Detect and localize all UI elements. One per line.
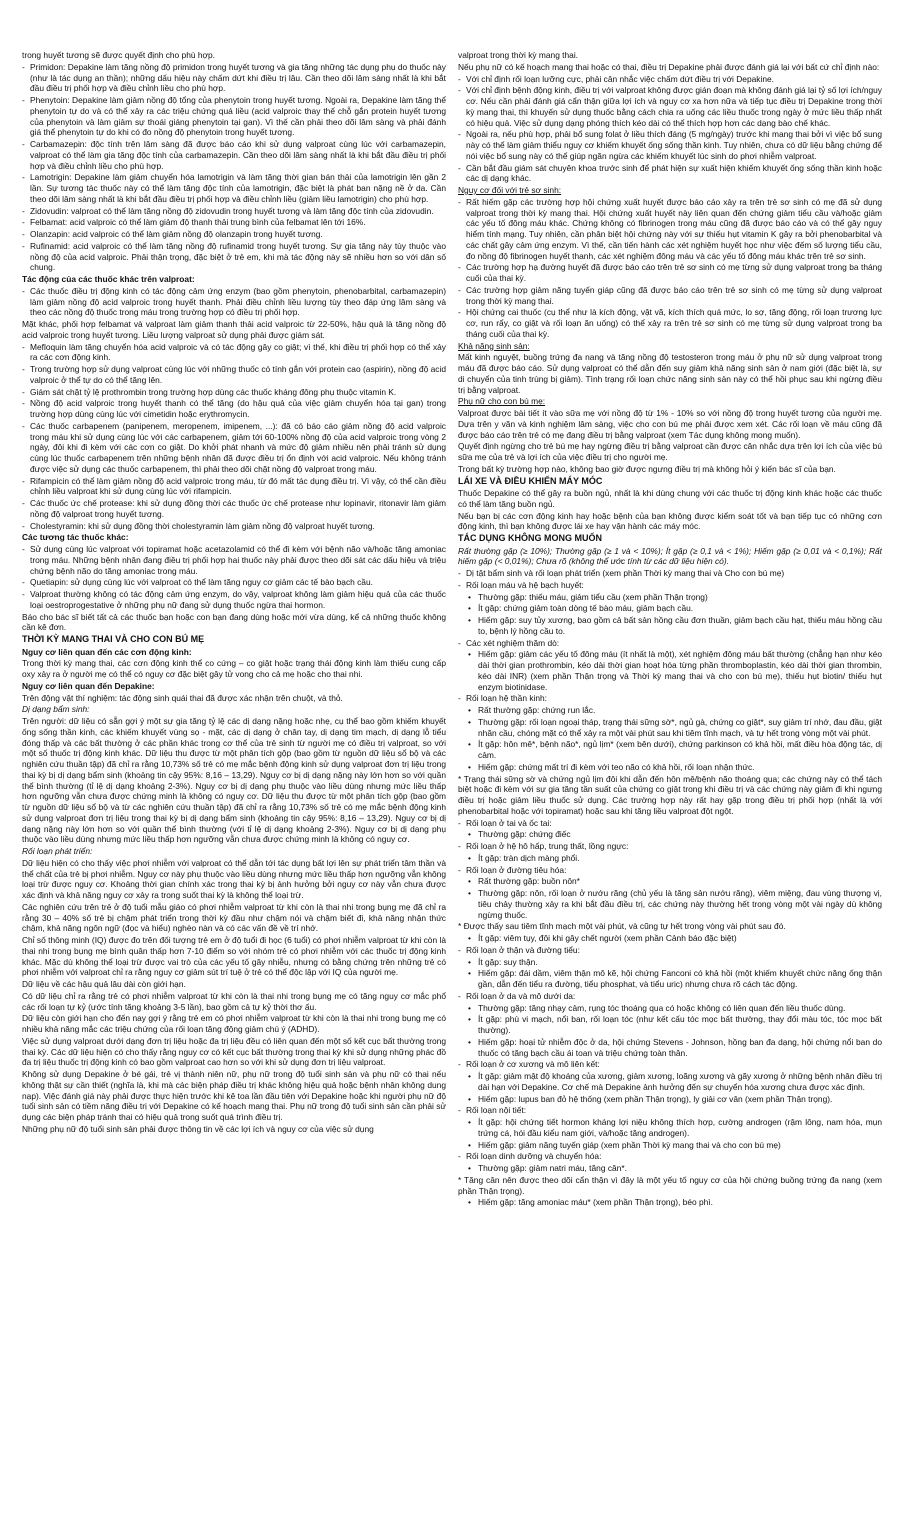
paragraph: Dữ liệu hiện có cho thấy việc phơi nhiễm với valproat có thể dẫn tới tác dụng bất lợi lên sự phát triển tâm thần và thể chất của trẻ bị phơi nhiễm. Nguy cơ này phụ thuộc vào liều dùng nhưng mức liều thấp hơn ngưỡng vẫn không loại trừ được nguy cơ. Khoảng thời gian chính xác trong thai kỳ bị ảnh hưởng bởi nguy cơ này vẫn chưa được xác định và khả năng nguy cơ xảy ra trong suốt thai kỳ là không thể loại trừ. [22, 857, 446, 901]
sub-bullet-item: • Thường gặp: thiếu máu, giảm tiểu cầu (xem phần Thận trọng) [458, 592, 882, 603]
bullet-item: - Các thuốc ức chế protease: khi sử dụng đồng thời các thuốc ức chế protease như lopinavir, ritonavir làm giảm nồng độ valproat trong huyết tương. [22, 498, 446, 520]
sub-bullet-item: • Hiếm gặp: giảm năng tuyến giáp (xem phần Thời kỳ mang thai và cho con bú mẹ) [458, 1140, 882, 1151]
paragraph: Mặt khác, phối hợp felbamat và valproat làm giảm thanh thải acid valproic từ 22-50%, hậu quả là tăng nồng độ acid valproic trong huyết tương. Liều lượng valproat sử dụng phải được giám sát. [22, 319, 446, 340]
sub-bullet-item: • Ít gặp: giảm mật độ khoáng của xương, giảm xương, loãng xương và gãy xương ở những bệnh nhân điều trị dài hạn với Depakine. Cơ chế mà Depakine ảnh hưởng đến sự chuyển hóa xương chưa được xác định. [458, 1071, 882, 1093]
bullet-item: - Hội chứng cai thuốc (cụ thể như là kích động, vật vã, kích thích quá mức, lo sợ, tăng động, rối loạn trương lực cơ, run rẩy, co giật và rối loạn ăn uống) có thể xảy ra trên trẻ sơ sinh có mẹ từng sử dụng valproat trong ba tháng cuối của thai kỳ. [458, 307, 882, 339]
sub-bullet-item: • Thường gặp: tăng nhạy cảm, rụng tóc thoáng qua có hoặc không có liên quan đến liều thuốc dùng. [458, 1003, 882, 1014]
bullet-item: - Rối loạn máu và hệ bạch huyết: [458, 580, 882, 591]
paragraph: Trong bất kỳ trường hợp nào, không bao giờ được ngưng điều trị mà không hỏi ý kiến bác sĩ của bạn. [458, 463, 836, 474]
paragraph: Valproat được bài tiết ít vào sữa mẹ với nồng độ từ 1% - 10% so với nồng độ trong huyết tương của người mẹ. Dựa trên y văn và kinh nghiệm lâm sàng, việc cho con bú mẹ phải được xem xét. Các rối loạn về máu cũng đã được báo cáo trên trẻ có mẹ đang điều trị bằng valproat (xem Tác dụng không mong muốn). [458, 408, 882, 440]
bullet-item: - Với chỉ định bệnh động kinh, điều trị với valproat không được gián đoạn mà không đánh giá lại tỷ số lợi ích/nguy cơ. Nếu cần phải đánh giá cẩn thận giữa lợi ích và nguy cơ xa hơn nữa và tiếp tục điều trị Depakine trong thời kỳ mang thai, thì khuyến sử dụng thuốc bằng cách chia ra uống các liều thuốc trong ngày ở mức liều thấp nhất có hiệu quả. Việc sử dụng dạng phóng thích kéo dài có thể thích hợp hơn các dạng bào chế khác. [458, 85, 882, 128]
bullet-item: - Zidovudin: valproat có thể làm tăng nồng độ zidovudin trong huyết tương và làm tăng độc tính của zidovudin. [22, 206, 446, 217]
sub-bullet-item: • Hiếm gặp: tăng amoniac máu* (xem phần Thận trọng), béo phì. [458, 1197, 882, 1208]
bullet-item: - Dị tật bẩm sinh và rối loạn phát triển (xem phần Thời kỳ mang thai và Cho con bú mẹ) [458, 568, 882, 579]
paragraph: Nếu phụ nữ có kế hoạch mang thai hoặc có thai, điều trị Depakine phải được đánh giá lại với bất cứ chỉ định nào: [458, 61, 880, 72]
sub-bullet-item: • Rất thường gặp: chứng run lắc. [458, 705, 882, 716]
bullet-item: - Primidon: Depakine làm tăng nồng độ primidon trong huyết tương và gia tăng những tác dụng phụ do thuốc này (như là tác dụng an thần); những dấu hiệu này chấm dứt khi điều trị lâu. Cần theo dõi lâm sàng nhất là khi bắt đầu điều trị phối hợp và điều chỉnh liều cho phù hợp. [22, 62, 446, 94]
sub-bullet-item: • Ít gặp: chứng giảm toàn dòng tế bào máu, giảm bạch cầu. [458, 603, 882, 614]
bullet-item: - Nồng độ acid valproic trong huyết thanh có thể tăng (do hậu quả của việc giảm chuyển hóa tại gan) trong trường hợp dùng cùng lúc với cimetidin hoặc erythromycin. [22, 398, 446, 420]
paragraph: Nếu bạn bị các cơn động kinh hay hoặc bệnh của bạn không được kiểm soát tốt và bạn tiếp tục có những cơn động kinh, thì bạn không được lái xe hay vận hành các máy móc. [458, 510, 882, 532]
italic-text: Rất thường gặp (≥ 10%); Thường gặp (≥ 1 và < 10%); Ít gặp (≥ 0,1 và < 1%); Hiếm gặp (≥ 0,01 và < 0,1%); Rất hiếm gặp (< 0,01%); Chưa rõ (không thể ước tính từ các dữ liệu hiện có). [458, 545, 882, 567]
paragraph: Các nghiên cứu trên trẻ ở độ tuổi mẫu giáo có phơi nhiễm valproat từ khi còn là thai nhi trong bụng mẹ đã chỉ ra rằng 30 – 40% số trẻ bị chậm phát triển trong thời kỳ đầu như chậm nói và chậm biết đi, khả năng nhận thức chậm, khả năng ngôn ngữ (đọc và hiểu) nghèo nàn và có các vấn đề về trí nhớ. [22, 901, 446, 934]
section-heading: TÁC DỤNG KHÔNG MONG MUỐN [458, 533, 602, 544]
bullet-item: - Phenytoin: Depakine làm giảm nồng độ tổng của phenytoin trong huyết tương. Ngoài ra, Depakine làm tăng thể phenytoin tự do và có thể xảy ra các triệu chứng quá liều (acid valproic thay thế chỗ gắn protein huyết tương của phenytoin và làm giảm sự thoái giáng phenytoin tại gan). Vì thế cần phải theo dõi lâm sàng và phải đánh giá thể phenytoin tự do khi có đo nồng độ phenytoin trong huyết tương. [22, 95, 446, 138]
paragraph: trong huyết tương sẽ được quyết định cho phù hợp. [22, 50, 215, 60]
bullet-item: - Quetiapin: sử dụng cùng lúc với valproat có thể làm tăng nguy cơ giảm các tế bào bạch cầu. [22, 577, 446, 588]
bullet-item: - Rất hiếm gặp các trường hợp hội chứng xuất huyết được báo cáo xảy ra trên trẻ sơ sinh có mẹ đã sử dụng valproat trong thời kỳ mang thai. Hội chứng xuất huyết này liên quan đến chứng giảm tiểu cầu và/hoặc giảm các yếu tố đông máu khác. Chứng không có fibrinogen trong máu cũng đã được báo cáo và có thể gây nguy hiểm tính mạng. Tuy nhiên, cần phân biệt hội chứng này với sự thiếu hụt vitamin K gây ra bởi phenobarbital và các chất gây cảm ứng enzym. Vì thế, cần tiến hành các xét nghiệm huyết học như việc đếm số lượng tiểu cầu, đo nồng độ fibrinogen huyết thanh, các xét nghiệm đông máu và các yếu tố đông máu khác trên trẻ sơ sinh. [458, 197, 882, 262]
underlined-heading: Khả năng sinh sản: [458, 340, 530, 351]
bullet-item: - Carbamazepin: độc tính trên lâm sàng đã được báo cáo khi sử dụng valproat cùng lúc với carbamazepin, valproat có thể làm gia tăng độc tính của carbamazepin. Cần theo dõi lâm sàng nhất là khi bắt đầu điều trị phối hợp và điều chỉnh liều cho phù hợp. [22, 139, 446, 171]
italic-text: Dị dạng bẩm sinh: [22, 704, 90, 715]
bullet-item: - Felbamat: acid valproic có thể làm giảm độ thanh thải trung bình của felbamat lên tới 16%. [22, 217, 446, 228]
paragraph: valproat trong thời kỳ mang thai. [458, 50, 579, 60]
sub-bullet-item: • Ít gặp: tràn dịch màng phổi. [458, 853, 882, 864]
sub-bullet-item: • Rất thường gặp: buồn nôn* [458, 876, 882, 887]
paragraph: Dữ liệu còn giới hạn cho đến nay gợi ý rằng trẻ em có phơi nhiễm valproat từ khi còn là thai nhi trong bụng mẹ có nhiều khả năng mắc các triệu chứng của rối loạn tăng động giảm chú ý (ADHD). [22, 1013, 446, 1035]
sub-bullet-item: • Ít gặp: suy thận. [458, 957, 882, 968]
bullet-item: - Cholestyramin: khi sử dụng đồng thời cholestyramin làm giảm nồng độ valproat huyết tương. [22, 521, 446, 532]
paragraph: Chỉ số thông minh (IQ) được đo trên đối tượng trẻ em ở độ tuổi đi học (6 tuổi) có phơi nhiễm valproat từ khi còn là thai nhi trong bụng mẹ bình quân thấp hơn 7-10 điểm so với nhóm trẻ có phơi nhiễm với các thuốc trị động kinh khác. Mặc dù không thể loại trừ được vai trò của các yếu tố gây nhiễu, nhưng có bằng chứng trên những trẻ có phơi nhiễm với valproat chỉ ra rằng nguy cơ giảm sút trí tuệ ở trẻ có thể độc lập với IQ của người mẹ. [22, 935, 446, 978]
bullet-item: - Với chỉ định rối loạn lưỡng cực, phải cân nhắc việc chấm dứt điều trị với Depakine. [458, 74, 882, 85]
bullet-item: - Rối loạn ở cơ xương và mô liên kết: [458, 1059, 882, 1070]
sub-bullet-item: • Hiếm gặp: hoại tử nhiễm độc ở da, hội chứng Stevens - Johnson, hồng ban đa dạng, hội chứng nổi ban do thuốc có tăng bạch cầu ái toan và triệu chứng toàn thân. [458, 1037, 882, 1059]
paragraph: Không sử dụng Depakine ở bé gái, trẻ vị thành niên nữ, phụ nữ trong độ tuổi sinh sản và phụ nữ có thai nếu không thật sự cần thiết (nghĩa là, khi mà các biện pháp điều trị khác không hiệu quả hoặc bệnh nhân không dung nạp). Việc đánh giá này phải được thực hiện trước khi kê toa lần đầu tiên với Depakine hoặc khi người phụ nữ độ tuổi sinh sản có tiềm năng điều trị với Depakine có kế hoạch mang thai. Phụ nữ trong độ tuổi sinh sản cần phải sử dụng các biện pháp tránh thai có hiệu quả trong suốt quá trình điều trị. [22, 1069, 446, 1123]
bullet-item: - Trong trường hợp sử dụng valproat cùng lúc với những thuốc có tính gắn với protein cao (aspirin), nồng độ acid valproic ở thể tự do có thể tăng lên. [22, 364, 446, 386]
paragraph: Báo cho bác sĩ biết tất cả các thuốc bạn hoặc con bạn đang dùng hoặc mới vừa dùng, kể cả những thuốc không cần kê đơn. [22, 611, 446, 633]
sub-bullet-item: • Hiếm gặp: suy tủy xương, bao gồm cả bất sản hồng cầu đơn thuần, giảm bạch cầu hạt, thiếu máu hồng cầu to, bệnh lý hồng cầu to. [458, 615, 882, 637]
bullet-item: - Ngoài ra, nếu phù hợp, phải bổ sung folat ở liều thích đáng (5 mg/ngày) trước khi mang thai bởi vì việc bổ sung này có thể làm giảm thiểu nguy cơ khiếm khuyết ống sống thần kinh. Tuy nhiên, chưa có dữ liệu bằng chứng để nói việc bổ sung này có thể giúp ngăn ngừa các khiếm khuyết lúc sinh do phơi nhiễm valproat. [458, 129, 882, 161]
bullet-item: - Lamotrigin: Depakine làm giảm chuyển hóa lamotrigin và làm tăng thời gian bán thải của lamotrigin lên gần 2 lần. Sự tương tác thuốc này có thể làm tăng độc tính của lamotrigin, đặc biệt là phát ban nặng nề ở da. Cần theo dõi lâm sàng nhất là khi bắt đầu điều trị phối hợp và điều chỉnh liều (giảm liều lamotrigin) cho phù hợp. [22, 172, 446, 204]
sub-bullet-item: • Hiếm gặp: giảm các yếu tố đông máu (ít nhất là một), xét nghiệm đông máu bất thường (chẳng hạn như kéo dài thời gian prothrombin, kéo dài thời gian hoạt hóa từng phần thromboplastin, kéo dài thời gian thrombin, kéo dài INR) (xem phần Thận trọng và Thời kỳ mang thai và cho con bú mẹ), thiếu hụt biotin/ thiếu hụt enzym biotinidase. [458, 649, 882, 692]
paragraph: * Trạng thái sững sờ và chứng ngủ lịm đôi khi dẫn đến hôn mê/bệnh não thoáng qua; các chứng này có thể tách biệt hoặc đi kèm với sự gia tăng tần suất của chứng co giật trong khi điều trị và các chứng này giảm đi khi ngưng điều trị hoặc giảm liều thuốc sử dụng. Các trường hợp này rất hay gặp trong điều trị phối hợp (nhất là với phenobarbital hoặc với topiramat) hoặc sau khi tăng liều valproat đột ngột. [458, 773, 882, 816]
bullet-item: - Rối loạn dinh dưỡng và chuyển hóa: [458, 1151, 882, 1162]
bullet-item: - Olanzapin: acid valproic có thể làm giảm nồng độ olanzapin trong huyết tương. [22, 229, 446, 240]
paragraph: Có dữ liệu chỉ ra rằng trẻ có phơi nhiễm valproat từ khi còn là thai nhi trong bụng mẹ có tăng nguy cơ mắc phổ các rối loạn tự kỷ (ước tính tăng khoảng 3-5 lần), bao gồm cả tự kỷ thời thơ ấu. [22, 990, 446, 1012]
section-heading: LÁI XE VÀ ĐIỀU KHIỂN MÁY MÓC [458, 475, 603, 486]
sub-bullet-item: • Ít gặp: phù vi mạch, nổi ban, rối loạn tóc (như kết cấu tóc mọc bất thường, thay đổi màu tóc, tóc mọc bất thường). [458, 1014, 882, 1036]
sub-bullet-item: • Thường gặp: rối loạn ngoại tháp, trạng thái sững sờ*, ngủ gà, chứng co giật*, suy giảm trí nhớ, đau đầu, giật nhãn cầu, chóng mặt có thể xảy ra một vài phút sau khi tiêm tĩnh mạch, và tự hết trong vòng một vài phút. [458, 717, 882, 739]
paragraph: Những phụ nữ độ tuổi sinh sản phải được thông tin về các lợi ích và nguy cơ của việc sử dụng [22, 1123, 374, 1134]
bullet-item: - Rối loạn ở tai và ốc tai: [458, 818, 882, 829]
sub-bullet-item: • Ít gặp: hôn mê*, bệnh não*, ngủ lịm* (xem bên dưới), chứng parkinson có khả hồi, mất điều hòa động tác, dị cảm. [458, 739, 882, 761]
bullet-item: - Các trường hợp giảm năng tuyến giáp cũng đã được báo cáo trên trẻ sơ sinh có mẹ từng sử dụng valproat trong thời kỳ mang thai. [458, 285, 882, 307]
sub-bullet-item: • Thường gặp: chứng điếc [458, 829, 882, 840]
sub-bullet-item: • Thường gặp: giảm natri máu, tăng cân*. [458, 1163, 882, 1174]
bullet-item: - Mefloquin làm tăng chuyển hóa acid valproic và có tác động gây co giật; vì thế, khi điều trị phối hợp có thể xảy ra các cơn động kinh. [22, 342, 446, 364]
leaflet-page [22, 50, 882, 1520]
bullet-item: - Các trường hợp hạ đường huyết đã được báo cáo trên trẻ sơ sinh có mẹ từng sử dụng valproat trong ba tháng cuối của thai kỳ. [458, 262, 882, 284]
sub-bullet-item: • Thường gặp: nôn, rối loạn ở nướu răng (chủ yếu là tăng sản nướu răng), viêm miệng, đau vùng thượng vị, tiêu chảy thường xảy ra khi bắt đầu điều trị, các chứng này thường hết trong vòng một vài ngày dù không ngừng thuốc. [458, 888, 882, 920]
section-heading: THỜI KỲ MANG THAI VÀ CHO CON BÚ MẸ [22, 634, 205, 644]
underlined-heading: Nguy cơ đối với trẻ sơ sinh: [458, 185, 562, 195]
bullet-item: - Rufinamid: acid valproic có thể làm tăng nồng độ rufinamid trong huyết tương. Sự gia tăng này tùy thuộc vào nồng độ của acid valproic. Phải thận trọng, đặc biệt ở trẻ em, khi mà tác động này sẽ nhiều hơn so với dân số chung. [22, 241, 446, 273]
paragraph: * Được thấy sau tiêm tĩnh mạch một vài phút, và cũng tự hết trong vòng vài phút sau đó. [458, 921, 786, 932]
paragraph: Mất kinh nguyệt, buồng trứng đa nang và tăng nồng độ testosteron trong máu ở phụ nữ sử dụng valproat trong máu đã được báo cáo. Sử dụng valproat có thể dẫn đến suy giảm khả năng sinh sản ở nam giới (đặc biệt là, sự di chuyển của tinh trùng bị giảm). Tình trạng rối loạn chức năng sinh sản này có thể hồi phục sau khi ngừng điều trị bằng valproat. [458, 352, 882, 395]
bullet-item: - Các thuốc điều trị động kinh có tác động cảm ứng enzym (bao gồm phenytoin, phenobarbital, carbamazepin) làm giảm nồng độ acid valproic trong huyết thanh. Phải điều chỉnh liều lượng tùy theo đáp ứng lâm sàng và theo các nồng độ thuốc trong máu trong trường hợp có điều trị phối hợp. [22, 286, 446, 318]
bullet-item: - Rối loạn nội tiết: [458, 1105, 882, 1116]
bullet-item: - Sử dụng cùng lúc valproat với topiramat hoặc acetazolamid có thể đi kèm với bệnh não và/hoặc tăng amoniac trong máu. Những bệnh nhân đang điều trị phối hợp hai thuốc này phải được theo dõi sát các dấu hiệu và triệu chứng bệnh não do tăng amoniac trong máu. [22, 544, 446, 576]
bullet-item: - Cần bắt đầu giám sát chuyên khoa trước sinh để phát hiện sự xuất hiện khiếm khuyết ống sống thần kinh hoặc các dị dạng khác. [458, 163, 882, 185]
sub-bullet-item: • Hiếm gặp: đái dầm, viêm thận mô kẽ, hội chứng Fanconi có khả hồi (một khiếm khuyết chức năng ống thận gần, dẫn đến tiểu ra đường, tiểu phosphat, và tiểu uric) nhưng chưa rõ cách tác động. [458, 968, 882, 990]
bullet-item: - Rối loạn ở thận và đường tiểu: [458, 945, 882, 956]
bullet-item: - Các thuốc carbapenem (panipenem, meropenem, imipenem, ...): đã có báo cáo giảm nồng độ acid valproic trong máu khi sử dụng cùng lúc với các carbapenem, giảm tới 60-100% nồng độ của acid valproic trong vòng 2 ngày, đôi khi đi kèm với các cơn co giật. Do khởi phát nhanh và mức độ giảm nhiều nên phải tránh sử dụng cùng lúc thuốc carbapenem trên những bệnh nhân đã được điều trị ổn định với acid valproic. Nếu không tránh được việc sử dụng các thuốc carbapenem, thì phải theo dõi chặt nồng độ valproat trong máu. [22, 421, 446, 475]
paragraph: Dữ liệu về các hậu quả lâu dài còn giới hạn. [22, 979, 186, 990]
paragraph: Thuốc Depakine có thể gây ra buồn ngủ, nhất là khi dùng chung với các thuốc trị động kinh khác hoặc các thuốc có thể làm tăng buồn ngủ. [458, 488, 882, 509]
bullet-item: - Rifampicin có thể làm giảm nồng độ acid valproic trong máu, từ đó mất tác dụng điều trị. Vì vậy, có thể cần điều chỉnh liều valproat khi sử dụng cùng lúc với rifampicin. [22, 476, 446, 498]
sub-bullet-item: • Hiếm gặp: chứng mất trí đi kèm với teo não có khả hồi, rối loạn nhận thức. [458, 762, 882, 773]
left-column [22, 50, 446, 1520]
bullet-item: - Rối loạn hệ thần kinh: [458, 693, 882, 704]
bullet-item: - Các xét nghiệm thăm dò: [458, 638, 882, 649]
bullet-item: - Rối loạn ở hệ hô hấp, trung thất, lồng ngực: [458, 841, 882, 852]
bullet-item: - Giám sát chặt tỷ lệ prothrombin trong trường hợp dùng các thuốc kháng đông phụ thuộc vitamin K. [22, 387, 446, 398]
paragraph: Quyết định ngừng cho trẻ bú mẹ hay ngừng điều trị bằng valproat cần được cân nhắc dựa trên lợi ích của việc bú sữa mẹ của trẻ và lợi ích của việc điều trị cho người mẹ. [458, 441, 882, 462]
subsection-heading: Tác động của các thuốc khác trên valproat: [22, 274, 195, 284]
paragraph: * Tăng cân nên được theo dõi cẩn thận vì đây là một yếu tố nguy cơ của hội chứng buồng trứng đa nang (xem phần Thận trọng). [458, 1174, 882, 1196]
italic-text: Rối loạn phát triển: [22, 846, 93, 857]
subsection-heading: Nguy cơ liên quan đến Depakine: [22, 680, 155, 691]
underlined-heading: Phụ nữ cho con bú mẹ: [458, 396, 546, 407]
sub-bullet-item: • Ít gặp: viêm tụy, đôi khi gây chết người (xem phần Cảnh báo đặc biệt) [458, 933, 882, 944]
paragraph: Trên động vật thí nghiệm: tác động sinh quái thai đã được xác nhận trên chuột, và thỏ. [22, 692, 343, 703]
bullet-item: - Valproat thường không có tác động cảm ứng enzym, do vậy, valproat không làm giảm hiệu quả của các thuốc loại oestroprogestative ở những phụ nữ đang sử dụng thuốc ngừa thai hormon. [22, 589, 446, 611]
bullet-item: - Rối loạn ở da và mô dưới da: [458, 991, 882, 1002]
right-column [458, 50, 882, 1520]
sub-bullet-item: • Hiếm gặp: lupus ban đỏ hệ thống (xem phần Thận trọng), ly giải cơ vân (xem phần Thận trọng). [458, 1094, 882, 1105]
paragraph: Trong thời kỳ mang thai, các cơn động kinh thể co cứng – co giật hoặc trạng thái động kinh làm thiếu cung cấp oxy xảy ra ở người mẹ có thể có nguy cơ đặc biệt gây tử vong cho cả mẹ hoặc cho thai nhi. [22, 658, 446, 680]
paragraph: Trên người: dữ liệu có sẵn gợi ý một sự gia tăng tỷ lệ các dị dạng nặng hoặc nhẹ, cụ thể bao gồm khiếm khuyết ống sống thần kinh, các khiếm khuyết vùng sọ - mặt, các dị dạng ở chân tay, dị dạng tim mạch, dị dạng lỗ tiểu đóng thấp và các bất thường ở các phần khác trong cơ thể của trẻ sinh từ người mẹ có điều trị valproat, so với một số thuốc trị động kinh khác. Dữ liệu thu được từ một phân tích gộp (bao gồm từ nguồn dữ liệu sổ bộ và các nghiên cứu thuần tập) đã chỉ ra rằng 10,73% số trẻ có mẹ mắc bệnh động kinh sử dụng valproat đơn trị liệu trong thai kỳ bị dị dạng bẩm sinh (khoảng tin cậy 95%: 8,16 – 13,29). Nguy cơ bị dị dạng nặng này lớn hơn so với quần thể bình thường (tỉ lệ dị dạng khoảng 2-3%). Nguy cơ bị dị dạng phụ thuộc vào liều dùng nhưng mức liều thấp hơn ngưỡng vẫn chưa được chứng minh là không có nguy cơ. Dữ liệu thu được từ một phân tích gộp (bao gồm từ nguồn dữ liệu sổ bộ và từ các nghiên cứu thuần tập) đã chỉ ra rằng 10,73% số trẻ có mẹ mắc bệnh động kinh sử dụng valproat đơn trị liệu trong thai kỳ bị dị dạng bẩm sinh (khoảng tin cậy 95%: 8,16 – 13,29). Nguy cơ bị dị dạng nặng này lớn hơn so với quần thể bình thường (với tỉ lệ dị dạng khoảng 2-3%). Nguy cơ bị dị dạng phụ thuộc vào liều dùng nhưng mức liều thấp hơn ngưỡng vẫn chưa được chứng minh là không có nguy cơ. [22, 716, 446, 845]
paragraph: Việc sử dụng valproat dưới dạng đơn trị liệu hoặc đa trị liệu đều có liên quan đến một số kết cục bất thường trong thai kỳ. Các dữ liệu hiện có cho thấy rằng nguy cơ có kết cục bất thường trong thai kỳ khi sử dụng những phác đồ đa trị liệu thuốc trị động kinh có bao gồm valproat cao hơn so với khi sử dụng đơn trị liệu valproat. [22, 1035, 446, 1068]
subsection-heading: Nguy cơ liên quan đến các cơn động kinh: [22, 646, 192, 657]
bullet-item: - Rối loạn ở đường tiêu hóa: [458, 865, 882, 876]
subsection-heading: Các tương tác thuốc khác: [22, 532, 129, 543]
sub-bullet-item: • Ít gặp: hội chứng tiết hormon kháng lợi niệu không thích hợp, cường androgen (rậm lông, nam hóa, mụn trứng cá, hói đầu kiểu nam giới, và/hoặc tăng androgen). [458, 1117, 882, 1139]
